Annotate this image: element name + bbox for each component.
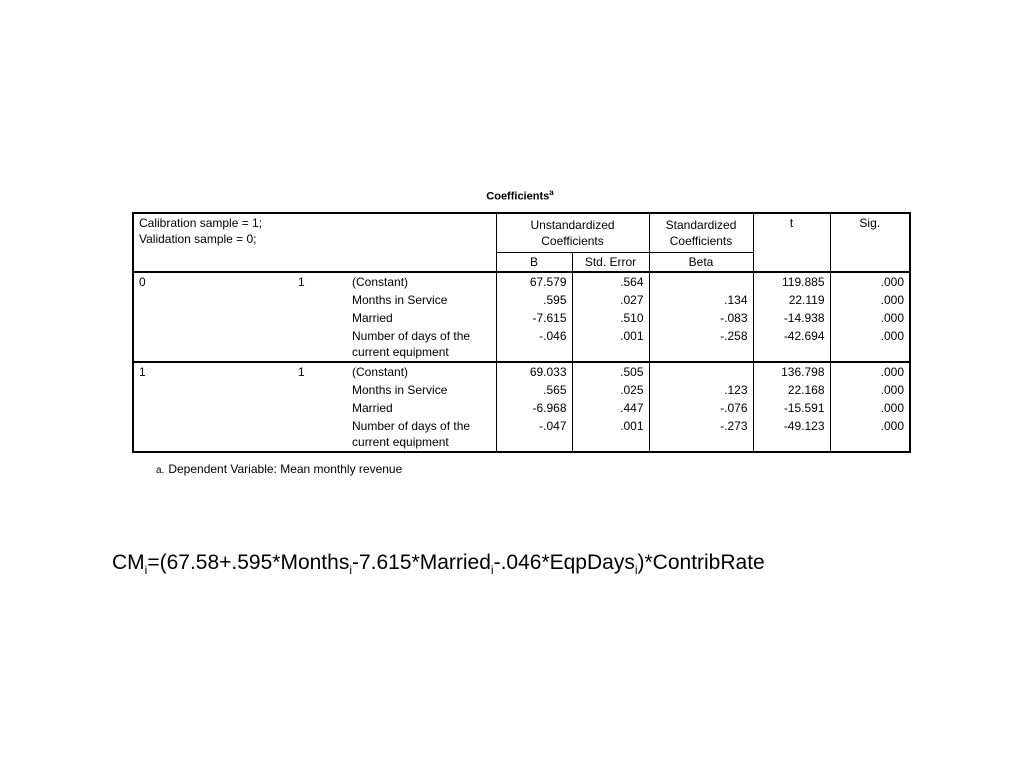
header-sample-line1: Calibration sample = 1; [139, 216, 263, 230]
cell-sample: 1 [133, 362, 293, 381]
header-std-error: Std. Error [572, 253, 649, 273]
table-footnote [156, 462, 402, 476]
formula-segment: =(67.58+.595*Months [147, 551, 350, 574]
cell-sample [133, 327, 293, 362]
cell-b: -.047 [496, 417, 572, 452]
cell-model [293, 381, 347, 399]
cell-variable: (Constant) [347, 362, 496, 381]
cell-model: 1 [293, 362, 347, 381]
table-title [132, 188, 908, 203]
table-row [133, 309, 910, 327]
cell-variable: Number of days of the current equipment [352, 419, 471, 449]
table-row [133, 272, 910, 291]
cell-t: 22.168 [753, 381, 830, 399]
table-title-superscript: a [549, 188, 554, 197]
cell-beta: .134 [649, 291, 753, 309]
cell-model [293, 309, 347, 327]
cell-sig: .000 [830, 327, 910, 362]
cell-t: 119.885 [753, 272, 830, 291]
cell-variable: Months in Service [352, 383, 448, 397]
cell-beta [649, 362, 753, 381]
formula-segment: -.046*EqpDays [493, 551, 635, 574]
table-row [133, 417, 910, 452]
coefficients-table [132, 212, 911, 453]
cell-t: -15.591 [753, 399, 830, 417]
table-row [133, 399, 910, 417]
cell-std-error: .025 [572, 381, 649, 399]
cell-sample [133, 399, 293, 417]
cell-b: -7.615 [496, 309, 572, 327]
header-standardized: Standardized Coefficients [649, 213, 753, 253]
cell-std-error: .447 [572, 399, 649, 417]
header-variable-blank [347, 213, 496, 272]
cell-sample [133, 417, 293, 452]
cell-b: -6.968 [496, 399, 572, 417]
table-body [133, 272, 910, 452]
footnote-mark: a. [156, 465, 165, 476]
header-t: t [753, 213, 830, 272]
cell-sig: .000 [830, 291, 910, 309]
header-b: B [496, 253, 572, 273]
cell-variable: Months in Service [352, 293, 448, 307]
cell-sig: .000 [830, 309, 910, 327]
cell-t: 136.798 [753, 362, 830, 381]
cell-std-error: .564 [572, 272, 649, 291]
cell-std-error: .001 [572, 327, 649, 362]
contribution-formula [112, 551, 765, 577]
cell-beta: -.076 [649, 399, 753, 417]
header-beta: Beta [649, 253, 753, 273]
formula-subscript: i [490, 563, 494, 578]
formula-segment: )*ContribRate [637, 551, 765, 574]
cell-model: 1 [298, 275, 305, 289]
cell-model [293, 399, 347, 417]
cell-std-error: .505 [572, 362, 649, 381]
cell-std-error: .027 [572, 291, 649, 309]
table-row [133, 381, 910, 399]
cell-sample [133, 309, 293, 327]
cell-model [293, 327, 347, 362]
cell-sample [133, 291, 293, 309]
table-row [133, 291, 910, 309]
cell-std-error: .001 [572, 417, 649, 452]
cell-b: 69.033 [496, 362, 572, 381]
cell-b: .595 [496, 291, 572, 309]
cell-sig: .000 [830, 381, 910, 399]
header-row-1 [133, 213, 910, 253]
formula-subscript: i [349, 563, 352, 578]
cell-t: 22.119 [753, 291, 830, 309]
cell-model [293, 417, 347, 452]
cell-beta [649, 272, 753, 291]
cell-variable: Married [352, 401, 393, 415]
cell-t: -14.938 [753, 309, 830, 327]
table-row [133, 362, 910, 381]
cell-b: -.046 [496, 327, 572, 362]
cell-sig: .000 [830, 362, 910, 381]
cell-variable: Married [352, 311, 393, 325]
cell-beta: -.083 [649, 309, 753, 327]
table-title-text: Coefficients [486, 190, 550, 203]
cell-b: 67.579 [496, 272, 572, 291]
formula-segment: CM [112, 551, 145, 574]
header-unstandardized: Unstandardized Coefficients [496, 213, 649, 253]
formula-subscript: i [144, 563, 148, 578]
cell-sig: .000 [830, 399, 910, 417]
cell-sig: .000 [830, 417, 910, 452]
header-sample-line2: Validation sample = 0; [139, 232, 257, 246]
header-sig: Sig. [830, 213, 910, 272]
cell-variable: Number of days of the current equipment [352, 329, 471, 359]
cell-sig: .000 [830, 272, 910, 291]
cell-b: .565 [496, 381, 572, 399]
cell-variable: (Constant) [352, 275, 409, 289]
cell-std-error: .510 [572, 309, 649, 327]
cell-sample [133, 381, 293, 399]
header-sample-label [133, 213, 347, 272]
footnote-text: Dependent Variable: Mean monthly revenue [168, 462, 403, 476]
cell-model [293, 291, 347, 309]
cell-t: -49.123 [753, 417, 830, 452]
formula-segment: -7.615*Married [352, 551, 491, 574]
table-row [133, 327, 910, 362]
cell-beta: -.258 [649, 327, 753, 362]
formula-subscript: i [634, 563, 638, 578]
cell-t: -42.694 [753, 327, 830, 362]
cell-beta: -.273 [649, 417, 753, 452]
cell-beta: .123 [649, 381, 753, 399]
cell-sample: 0 [139, 275, 146, 289]
